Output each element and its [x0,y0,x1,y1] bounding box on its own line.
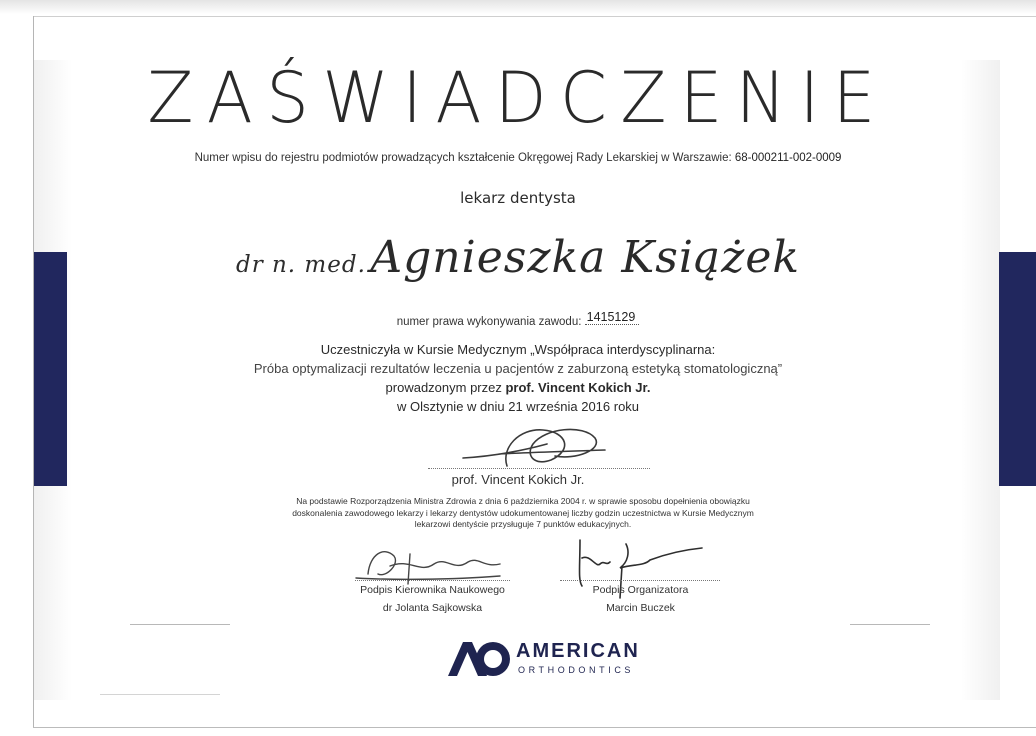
profession: lekarz dentysta [460,189,576,207]
scan-shadow-top [0,0,1036,14]
course-line-3-prefix: prowadzonym przez [385,380,502,395]
divider-left [130,624,230,625]
scientific-director-role: Podpis Kierownika Naukowego [360,584,505,596]
certificate-title: ZAŚWIADCZENIE [147,57,889,139]
logo-word-orthodontics: ORTHODONTICS [518,665,635,675]
course-line-3 [0,380,1036,395]
legal-note: Na podstawie Rozporządzenia Ministra Zdrowia z dnia 6 października 2004 r. w sprawie sposobu dopełnienia obowiązku doskonalenia zawodowego lekarzy i lekarzy dentystów udokumentowanej liczby godzin uczestnictwa w Kursie Medycznym lekarzowi dentyście przysługuje 7 punktów edukacyjnych. [292,496,754,529]
logo-word-american: AMERICAN [516,640,640,662]
divider-bottom-left [100,694,220,695]
licence-label: numer prawa wykonywania zawodu: [396,316,582,328]
divider-right [850,624,930,625]
course-line-1: Uczestniczyła w Kursie Medycznym „Współpraca interdyscyplinarna: [320,342,716,357]
organizer-signature-line [560,580,720,581]
recipient-name-block [0,232,1036,283]
page-border-bottom [33,727,1036,728]
recipient-name: Agnieszka Książek [370,232,801,283]
lecturer-signature-label: prof. Vincent Kokich Jr. [451,472,585,487]
organizer-role: Podpis Organizatora [592,584,689,596]
course-line-2: Próba optymalizacji rezultatów leczenia u pacjentów z zaburzoną estetyką stomatologiczną” [253,361,783,376]
scientific-director-signature-line [355,580,510,581]
registry-text: Numer wpisu do rejestru podmiotów prowadzących kształcenie Okręgowej Rady Lekarskiej w Warszawie: [194,152,732,164]
ao-logo-mark [446,640,512,678]
organizer-name: Marcin Buczek [606,602,675,614]
licence-number: 1415129 [585,310,640,325]
name-prefix: dr n. med. [235,252,366,278]
scientific-director-signature [350,544,510,588]
scientific-director-name: dr Jolanta Sajkowska [382,602,483,614]
licence-line [0,310,1036,328]
page-border-top [33,16,1036,17]
registry-number: 68-000211-002-0009 [734,152,842,164]
course-lecturer: prof. Vincent Kokich Jr. [505,380,651,395]
lecturer-signature-line [428,468,650,469]
course-line-4: w Olsztynie w dniu 21 września 2016 roku [396,399,640,414]
registry-line [0,152,1036,164]
american-orthodontics-logo [446,640,646,680]
